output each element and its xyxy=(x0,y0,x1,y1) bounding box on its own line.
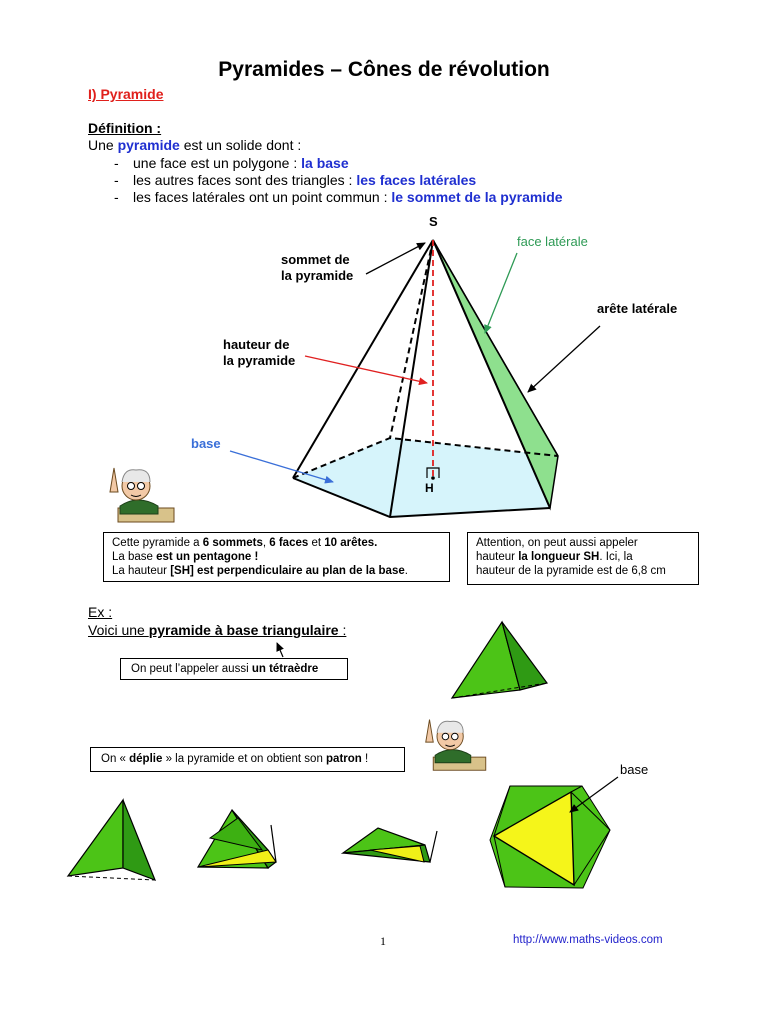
bullet-text: une face est un polygone : xyxy=(133,155,302,171)
footer-url-link[interactable]: http://www.maths-videos.com xyxy=(513,934,663,946)
arete-laterale-label: arête latérale xyxy=(597,301,678,316)
definition-keyword: pyramide xyxy=(117,137,180,153)
unfold-step-2 xyxy=(198,810,276,868)
bullet-keyword: les faces latérales xyxy=(356,172,477,188)
page-number: 1 xyxy=(380,934,386,948)
arrow-base xyxy=(230,451,333,482)
info-box-pyramide: Cette pyramide a 6 sommets, 6 faces et 10 arêtes. La base est un pentagone ! La hauteur [SH] est perpendiculaire au plan de la base. xyxy=(103,532,450,582)
arrow-arete xyxy=(528,326,600,392)
arrow-hauteur xyxy=(305,356,427,383)
info-box-hauteur: Attention, on peut aussi appeler hauteur la longueur SH. Ici, la hauteur de la pyramide est de 6,8 cm xyxy=(467,532,699,585)
section-heading-pyramide: I) Pyramide xyxy=(88,86,164,102)
arrow-tetraedre xyxy=(277,643,283,657)
example-line: Voici une pyramide à base triangulaire : xyxy=(88,622,347,638)
definition-bullet: - les autres faces sont des triangles : les faces latérales xyxy=(114,172,477,188)
definition-line-pre: Une xyxy=(88,137,118,153)
arrow-face xyxy=(485,253,517,333)
bullet-text: les faces latérales ont un point commun : xyxy=(133,189,392,205)
net-figure xyxy=(490,786,610,888)
tetraedre-box: On peut l’appeler aussi un tétraèdre xyxy=(120,658,348,680)
bullet-keyword: le sommet de la pyramide xyxy=(391,189,563,205)
unfold-step-1 xyxy=(68,800,155,880)
bullet-keyword: la base xyxy=(301,155,349,171)
sommet-label: sommet de la pyramide xyxy=(281,252,354,283)
tetrahedron-figure xyxy=(452,622,547,698)
face-laterale-label: face latérale xyxy=(517,234,588,249)
net-base-label: base xyxy=(620,762,649,777)
foot-label: H xyxy=(425,481,434,495)
apex-label: S xyxy=(429,214,438,229)
unfold-step-3 xyxy=(343,828,437,862)
unfold-box: On « déplie » la pyramide et on obtient son patron ! xyxy=(90,747,405,772)
page-title: Pyramides – Cônes de révolution xyxy=(218,58,550,81)
bullet-text: les autres faces sont des triangles : xyxy=(133,172,357,188)
base-label: base xyxy=(191,436,221,451)
pyramid-base xyxy=(293,438,558,517)
definition-heading: Définition : xyxy=(88,120,162,136)
definition-bullet: - les faces latérales ont un point commun : le sommet de la pyramide xyxy=(114,189,563,205)
example-heading: Ex : xyxy=(88,604,113,620)
definition-line-post: est un solide dont : xyxy=(179,137,302,153)
professor-mascot-icon xyxy=(416,714,488,779)
hauteur-label: hauteur de la pyramide xyxy=(223,337,296,368)
definition-bullet: - une face est un polygone : la base xyxy=(114,155,349,171)
professor-mascot-icon xyxy=(100,462,176,531)
